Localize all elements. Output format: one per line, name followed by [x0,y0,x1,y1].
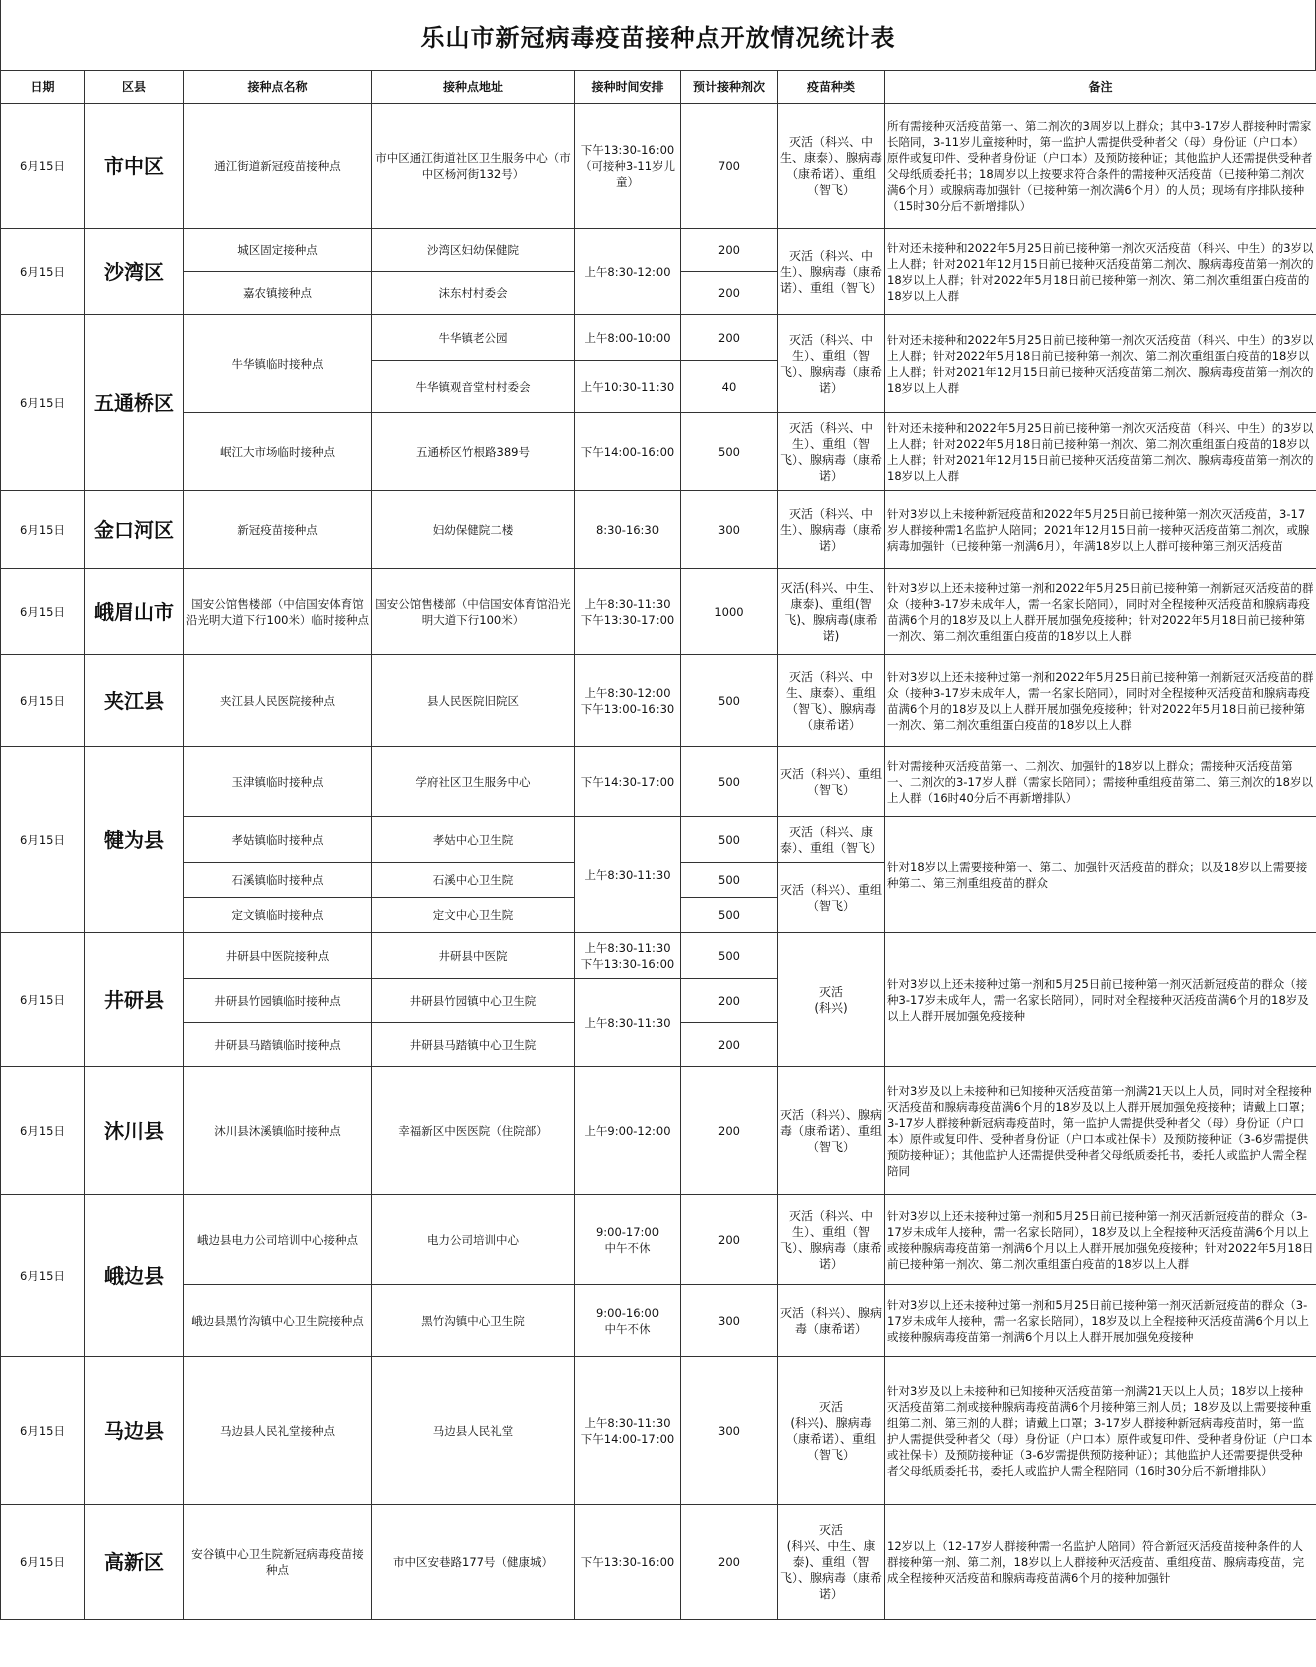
sheet-title: 乐山市新冠病毒疫苗接种点开放情况统计表 [0,0,1316,70]
header-notes: 备注 [885,71,1316,104]
date-cell: 6月15日 [1,1067,85,1195]
time-cell: 下午13:30-16:00 （可接种3-11岁儿童） [575,104,681,229]
table-row [1,104,1316,229]
time-cell: 下午14:30-17:00 [575,747,681,817]
time-cell: 上午8:30-11:30 [575,979,681,1067]
time-cell: 下午14:00-16:00 [575,413,681,491]
date-cell: 6月15日 [1,655,85,747]
site-name-cell: 峨边县黑竹沟镇中心卫生院接种点 [184,1285,372,1357]
table-row [1,1195,1316,1285]
time-cell: 上午8:30-12:00 下午13:00-16:30 [575,655,681,747]
header-time: 接种时间安排 [575,71,681,104]
notes-cell: 针对还未接种和2022年5月25日前已接种第一剂次灭活疫苗（科兴、中生）的3岁以上人群；针对2021年12月15日前已接种灭活疫苗第二剂次、腺病毒疫苗第一剂次的18岁以上人群；针对2022年5月18日前已接种第一剂次、第二剂次重组蛋白疫苗的18岁以上人群 [885,229,1316,315]
header-site-name: 接种点名称 [184,71,372,104]
date-cell: 6月15日 [1,933,85,1067]
site-name-cell: 安谷镇中心卫生院新冠病毒疫苗接种点 [184,1505,372,1620]
date-cell: 6月15日 [1,315,85,491]
district-cell: 沐川县 [85,1067,184,1195]
address-cell: 定文中心卫生院 [372,898,575,933]
address-cell: 电力公司培训中心 [372,1195,575,1285]
doses-cell: 200 [681,229,778,272]
header-row [1,71,1316,104]
site-name-cell: 岷江大市场临时接种点 [184,413,372,491]
site-name-cell: 嘉农镇接种点 [184,272,372,315]
doses-cell: 500 [681,933,778,979]
site-name-cell: 马边县人民礼堂接种点 [184,1357,372,1505]
notes-cell: 针对还未接种和2022年5月25日前已接种第一剂次灭活疫苗（科兴、中生）的3岁以上人群；针对2022年5月18日前已接种第一剂次、第二剂次重组蛋白疫苗的18岁以上人群；针对2021年12月15日前已接种灭活疫苗第二剂次、腺病毒疫苗第一剂次的18岁以上人群 [885,315,1316,413]
notes-cell: 针对3岁以上还未接种过第一剂和5月25日前已接种第一剂灭活新冠疫苗的群众（接种3-17岁未成年人，需一名家长陪同），同时对全程接种灭活疫苗满6个月的18岁及以上人群开展加强免疫接种 [885,933,1316,1067]
table-row [1,1285,1316,1357]
header-doses: 预计接种剂次 [681,71,778,104]
address-cell: 妇幼保健院二楼 [372,491,575,569]
district-cell: 五通桥区 [85,315,184,491]
vaccine-cell: 灭活 (科兴、中生、康泰)、重组（智飞）、腺病毒（康希诺） [778,1505,885,1620]
doses-cell: 300 [681,1357,778,1505]
district-cell: 马边县 [85,1357,184,1505]
address-cell: 沫东村村委会 [372,272,575,315]
time-cell: 上午8:30-11:30 [575,817,681,933]
doses-cell: 300 [681,491,778,569]
table-row [1,491,1316,569]
time-cell: 9:00-16:00 中午不休 [575,1285,681,1357]
address-cell: 国安公馆售楼部（中信国安体育馆沿光明大道下行100米） [372,569,575,655]
date-cell: 6月15日 [1,747,85,933]
address-cell: 县人民医院旧院区 [372,655,575,747]
site-name-cell: 夹江县人民医院接种点 [184,655,372,747]
table-row [1,315,1316,361]
notes-cell: 针对还未接种和2022年5月25日前已接种第一剂次灭活疫苗（科兴、中生）的3岁以上人群；针对2022年5月18日前已接种第一剂次、第二剂次重组蛋白疫苗的18岁以上人群；针对2021年12月15日前已接种灭活疫苗第二剂次、腺病毒疫苗第一剂次的18岁以上人群 [885,413,1316,491]
table-row [1,569,1316,655]
vaccine-cell: 灭活（科兴）、腺病毒（康希诺） [778,1285,885,1357]
header-date: 日期 [1,71,85,104]
header-vaccine: 疫苗种类 [778,71,885,104]
notes-cell: 12岁以上（12-17岁人群接种需一名监护人陪同）符合新冠灭活疫苗接种条件的人群接种第一剂、第二剂，18岁以上人群接种灭活疫苗、重组疫苗、腺病毒疫苗，完成全程接种灭活疫苗和腺病毒疫苗满6个月的接种加强针 [885,1505,1316,1620]
doses-cell: 500 [681,817,778,863]
header-address: 接种点地址 [372,71,575,104]
site-name-cell: 通江街道新冠疫苗接种点 [184,104,372,229]
doses-cell: 500 [681,863,778,898]
table-row [1,747,1316,817]
site-name-cell: 石溪镇临时接种点 [184,863,372,898]
notes-cell: 针对3岁以上未接种新冠疫苗和2022年5月25日前已接种第一剂次灭活疫苗，3-17岁人群接种需1名监护人陪同；2021年12月15日前一接种灭活疫苗第二剂次，或腺病毒加强针（已接种第一剂满6月），年满18岁以上人群可接种第三剂灭活疫苗 [885,491,1316,569]
table-row [1,1505,1316,1620]
vaccine-cell: 灭活（科兴、康泰）、重组（智飞） [778,817,885,863]
address-cell: 市中区通江街道社区卫生服务中心（市中区杨河街132号） [372,104,575,229]
vaccine-cell: 灭活（科兴、中生）、腺病毒（康希诺） [778,491,885,569]
address-cell: 井研县竹园镇中心卫生院 [372,979,575,1023]
district-cell: 井研县 [85,933,184,1067]
district-cell: 金口河区 [85,491,184,569]
date-cell: 6月15日 [1,491,85,569]
table-row [1,817,1316,863]
notes-cell: 针对3岁及以上未接种和已知接种灭活疫苗第一剂满21天以上人员，同时对全程接种灭活疫苗和腺病毒疫苗满6个月的18岁及以上人群开展加强免疫接种；请戴上口罩；3-17岁人群接种新冠病毒疫苗时，第一监护人需提供受种者父（母）身份证（户口本）原件或复印件、受种者身份证（户口本或社保卡）及预防接种证（3-6岁需提供预防接种证）；其他监护人还需提供受种者父母纸质委托书，委托人或监护人需全程陪同 [885,1067,1316,1195]
doses-cell: 500 [681,655,778,747]
time-cell: 8:30-16:30 [575,491,681,569]
doses-cell: 300 [681,1285,778,1357]
doses-cell: 200 [681,1195,778,1285]
site-name-cell: 新冠疫苗接种点 [184,491,372,569]
vaccine-cell: 灭活（科兴、中生）、重组（智飞）、腺病毒（康希诺） [778,413,885,491]
address-cell: 牛华镇观音堂村村委会 [372,361,575,413]
notes-cell: 针对3岁以上还未接种过第一剂和5月25日前已接种第一剂灭活新冠疫苗的群众（3-17岁未成年人接种，需一名家长陪同），18岁及以上全程接种灭活疫苗满6个月以上或接种腺病毒疫苗第一剂满6个月以上人群开展加强免疫接种 [885,1285,1316,1357]
vaccine-cell: 灭活(科兴、中生、康泰)、重组(智飞)、腺病毒(康希诺) [778,569,885,655]
header-district: 区县 [85,71,184,104]
vaccine-cell: 灭活（科兴）、重组（智飞） [778,863,885,933]
date-cell: 6月15日 [1,1505,85,1620]
time-cell: 上午10:30-11:30 [575,361,681,413]
vaccine-cell: 灭活（科兴）、重组（智飞） [778,747,885,817]
date-cell: 6月15日 [1,1195,85,1357]
district-cell: 市中区 [85,104,184,229]
district-cell: 沙湾区 [85,229,184,315]
table-row [1,229,1316,272]
vaccine-cell: 灭活（科兴、中生、康泰）、腺病毒（康希诺）、重组（智飞） [778,104,885,229]
date-cell: 6月15日 [1,569,85,655]
table-row [1,933,1316,979]
vaccine-cell: 灭活 (科兴) [778,933,885,1067]
site-name-cell: 玉津镇临时接种点 [184,747,372,817]
table-row [1,655,1316,747]
vaccination-sites-table [0,70,1316,1620]
date-cell: 6月15日 [1,104,85,229]
district-cell: 犍为县 [85,747,184,933]
doses-cell: 200 [681,272,778,315]
time-cell: 上午9:00-12:00 [575,1067,681,1195]
address-cell: 沙湾区妇幼保健院 [372,229,575,272]
site-name-cell: 井研县竹园镇临时接种点 [184,979,372,1023]
notes-cell: 针对需接种灭活疫苗第一、二剂次、加强针的18岁以上群众；需接种灭活疫苗第一、二剂次的3-17岁人群（需家长陪同）；需接种重组疫苗第二、第三剂次的18岁以上人群（16时40分后不再新增排队） [885,747,1316,817]
site-name-cell: 峨边县电力公司培训中心接种点 [184,1195,372,1285]
address-cell: 牛华镇老公园 [372,315,575,361]
table-row [1,1067,1316,1195]
notes-cell: 针对3岁及以上未接种和已知接种灭活疫苗第一剂满21天以上人员；18岁以上接种灭活疫苗第二剂或接种腺病毒疫苗满6个月接种第三剂人员；18岁及以上需要接种重组第二剂、第三剂的人群；请戴上口罩；3-17岁人群接种新冠病毒疫苗时，第一监护人需提供受种者父（母）身份证（户口本）原件或复印件、受种者身份证（户口本或社保卡）及预防接种证（3-6岁需提供预防接种证）；其他监护人还需要提供受种者父母纸质委托书，委托人或监护人需全程陪同（16时30分后不新增排队） [885,1357,1316,1505]
address-cell: 学府社区卫生服务中心 [372,747,575,817]
notes-cell: 针对18岁以上需要接种第一、第二、加强针灭活疫苗的群众；以及18岁以上需要接种第二、第三剂重组疫苗的群众 [885,817,1316,933]
time-cell: 9:00-17:00 中午不休 [575,1195,681,1285]
address-cell: 幸福新区中医医院（住院部） [372,1067,575,1195]
site-name-cell: 孝姑镇临时接种点 [184,817,372,863]
table-row [1,413,1316,491]
time-cell: 上午8:30-11:30 下午14:00-17:00 [575,1357,681,1505]
doses-cell: 40 [681,361,778,413]
vaccine-cell: 灭活（科兴、中生、康泰）、重组（智飞）、腺病毒（康希诺） [778,655,885,747]
notes-cell: 针对3岁以上还未接种过第一剂和2022年5月25日前已接种第一剂新冠灭活疫苗的群众（接种3-17岁未成年人，需一名家长陪同），同时对全程接种灭活疫苗和腺病毒疫苗满6个月的18岁及以上人群开展加强免疫接种；针对2022年5月18日前已接种第一剂次、第二剂次重组蛋白疫苗的18岁以上人群 [885,569,1316,655]
district-cell: 峨眉山市 [85,569,184,655]
address-cell: 孝姑中心卫生院 [372,817,575,863]
address-cell: 马边县人民礼堂 [372,1357,575,1505]
notes-cell: 所有需接种灭活疫苗第一、第二剂次的3周岁以上群众；其中3-17岁人群接种时需家长陪同，3-11岁儿童接种时，第一监护人需提供受种者父（母）身份证（户口本）原件或复印件、受种者身份证（户口本）及预防接种证；其他监护人还需提供受种者父母纸质委托书；18周岁以上按要求符合条件的需接种灭活疫苗（已接种第二剂次满6个月）或腺病毒加强针（已接种第一剂次满6个月）的人员；现场有序排队接种（15时30分后不新增排队） [885,104,1316,229]
date-cell: 6月15日 [1,1357,85,1505]
address-cell: 市中区安巷路177号（健康城） [372,1505,575,1620]
doses-cell: 200 [681,1067,778,1195]
time-cell: 上午8:30-12:00 [575,229,681,315]
doses-cell: 500 [681,413,778,491]
site-name-cell: 井研县马踏镇临时接种点 [184,1023,372,1067]
doses-cell: 1000 [681,569,778,655]
site-name-cell: 城区固定接种点 [184,229,372,272]
site-name-cell: 定文镇临时接种点 [184,898,372,933]
notes-cell: 针对3岁以上还未接种过第一剂和2022年5月25日前已接种第一剂新冠灭活疫苗的群众（接种3-17岁未成年人，需一名家长陪同），同时对全程接种灭活疫苗和腺病毒疫苗满6个月的18岁及以上人群开展加强免疫接种；针对2022年5月18日前已接种第一剂次、第二剂次重组蛋白疫苗的18岁以上人群 [885,655,1316,747]
vaccine-cell: 灭活 (科兴)、腺病毒（康希诺）、重组（智飞） [778,1357,885,1505]
address-cell: 井研县中医院 [372,933,575,979]
doses-cell: 200 [681,1505,778,1620]
vaccine-cell: 灭活（科兴、中生）、腺病毒（康希诺）、重组（智飞） [778,229,885,315]
address-cell: 黑竹沟镇中心卫生院 [372,1285,575,1357]
date-cell: 6月15日 [1,229,85,315]
time-cell: 上午8:00-10:00 [575,315,681,361]
district-cell: 峨边县 [85,1195,184,1357]
doses-cell: 200 [681,979,778,1023]
doses-cell: 200 [681,1023,778,1067]
doses-cell: 500 [681,747,778,817]
doses-cell: 700 [681,104,778,229]
address-cell: 石溪中心卫生院 [372,863,575,898]
site-name-cell: 国安公馆售楼部（中信国安体育馆沿光明大道下行100米）临时接种点 [184,569,372,655]
table-row [1,1357,1316,1505]
doses-cell: 500 [681,898,778,933]
notes-cell: 针对3岁以上还未接种过第一剂和5月25日前已接种第一剂灭活新冠疫苗的群众（3-17岁未成年人接种，需一名家长陪同），18岁及以上全程接种灭活疫苗满6个月以上或接种腺病毒疫苗第一剂满6个月以上人群开展加强免疫接种；针对2022年5月18日前已接种第一剂次、第二剂次重组蛋白疫苗的18岁以上人群 [885,1195,1316,1285]
vaccine-cell: 灭活（科兴）、腺病毒（康希诺）、重组（智飞） [778,1067,885,1195]
site-name-cell: 沐川县沐溪镇临时接种点 [184,1067,372,1195]
site-name-cell: 牛华镇临时接种点 [184,315,372,413]
time-cell: 下午13:30-16:00 [575,1505,681,1620]
doses-cell: 200 [681,315,778,361]
time-cell: 上午8:30-11:30 下午13:30-17:00 [575,569,681,655]
vaccine-cell: 灭活（科兴、中生）、重组（智飞）、腺病毒（康希诺） [778,315,885,413]
address-cell: 井研县马踏镇中心卫生院 [372,1023,575,1067]
address-cell: 五通桥区竹根路389号 [372,413,575,491]
district-cell: 夹江县 [85,655,184,747]
site-name-cell: 井研县中医院接种点 [184,933,372,979]
time-cell: 上午8:30-11:30 下午13:30-16:00 [575,933,681,979]
vaccine-cell: 灭活（科兴、中生）、重组（智飞）、腺病毒（康希诺） [778,1195,885,1285]
district-cell: 高新区 [85,1505,184,1620]
